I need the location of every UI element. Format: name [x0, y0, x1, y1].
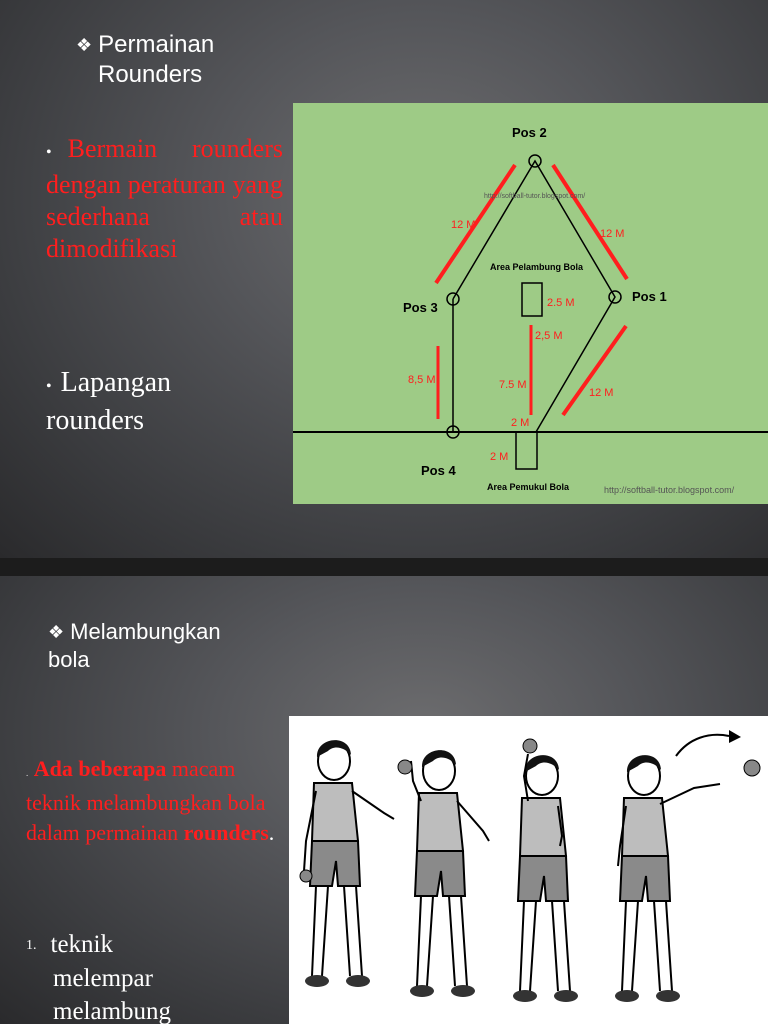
batter-area-box — [516, 432, 537, 469]
measure-home-top: 2 M — [511, 417, 530, 429]
measure-right-top: 12 M — [600, 228, 625, 240]
measure-box-side: 2.5 M — [547, 297, 575, 309]
diamond-bullet-icon: ❖ — [48, 622, 65, 642]
throwing-technique-illustration — [289, 716, 768, 1024]
label-area-pemukul: Area Pemukul Bola — [487, 482, 570, 492]
label-pos3: Pos 3 — [403, 300, 438, 315]
measure-right-bottom: 12 M — [589, 387, 614, 399]
measure-center-vertical: 7.5 M — [499, 379, 527, 391]
frame-2 — [398, 750, 489, 997]
measure-left-vertical: 8,5 M — [408, 374, 436, 386]
technique-list-item: 1. teknik melempar melambung — [26, 931, 172, 1024]
slide-2 — [0, 576, 768, 1024]
frame-4 — [615, 755, 720, 1002]
ball-icon — [744, 760, 760, 776]
intro-paragraph: • Bermain rounders dengan peraturan yang sederhana atau dimodifikasi — [46, 134, 283, 263]
measure-left-top: 12 M — [451, 219, 476, 231]
slide2-heading: ❖ Melambungkan bola — [48, 619, 221, 672]
label-area-pelambung: Area Pelambung Bola — [490, 262, 584, 272]
label-pos1: Pos 1 — [632, 289, 667, 304]
label-pos4: Pos 4 — [421, 463, 456, 478]
rounders-field-diagram — [293, 103, 768, 504]
frame-3 — [513, 739, 578, 1002]
motion-arrow-icon — [676, 735, 729, 756]
measure-home-side: 2 M — [490, 451, 509, 463]
watermark-url-bottom: http://softball-tutor.blogspot.com/ — [604, 485, 735, 495]
technique-intro-paragraph: . Ada beberapa macam teknik melambungkan bola dalam permainan rounders. — [26, 756, 275, 845]
pitcher-area-box — [522, 283, 542, 316]
frame-1 — [300, 740, 394, 987]
slide1-heading: ❖ Permainan Rounders — [76, 31, 215, 88]
watermark-url-top: http://softball-tutor.blogspot.com/ — [484, 193, 586, 200]
diamond-bullet-icon: ❖ — [76, 35, 93, 55]
bullet-dot-icon: • — [46, 378, 52, 395]
label-pos2: Pos 2 — [512, 125, 547, 140]
bullet-dot-icon: • — [46, 144, 52, 161]
measure-below-box: 2,5 M — [535, 330, 563, 342]
field-caption: • Lapangan rounders — [46, 367, 171, 436]
